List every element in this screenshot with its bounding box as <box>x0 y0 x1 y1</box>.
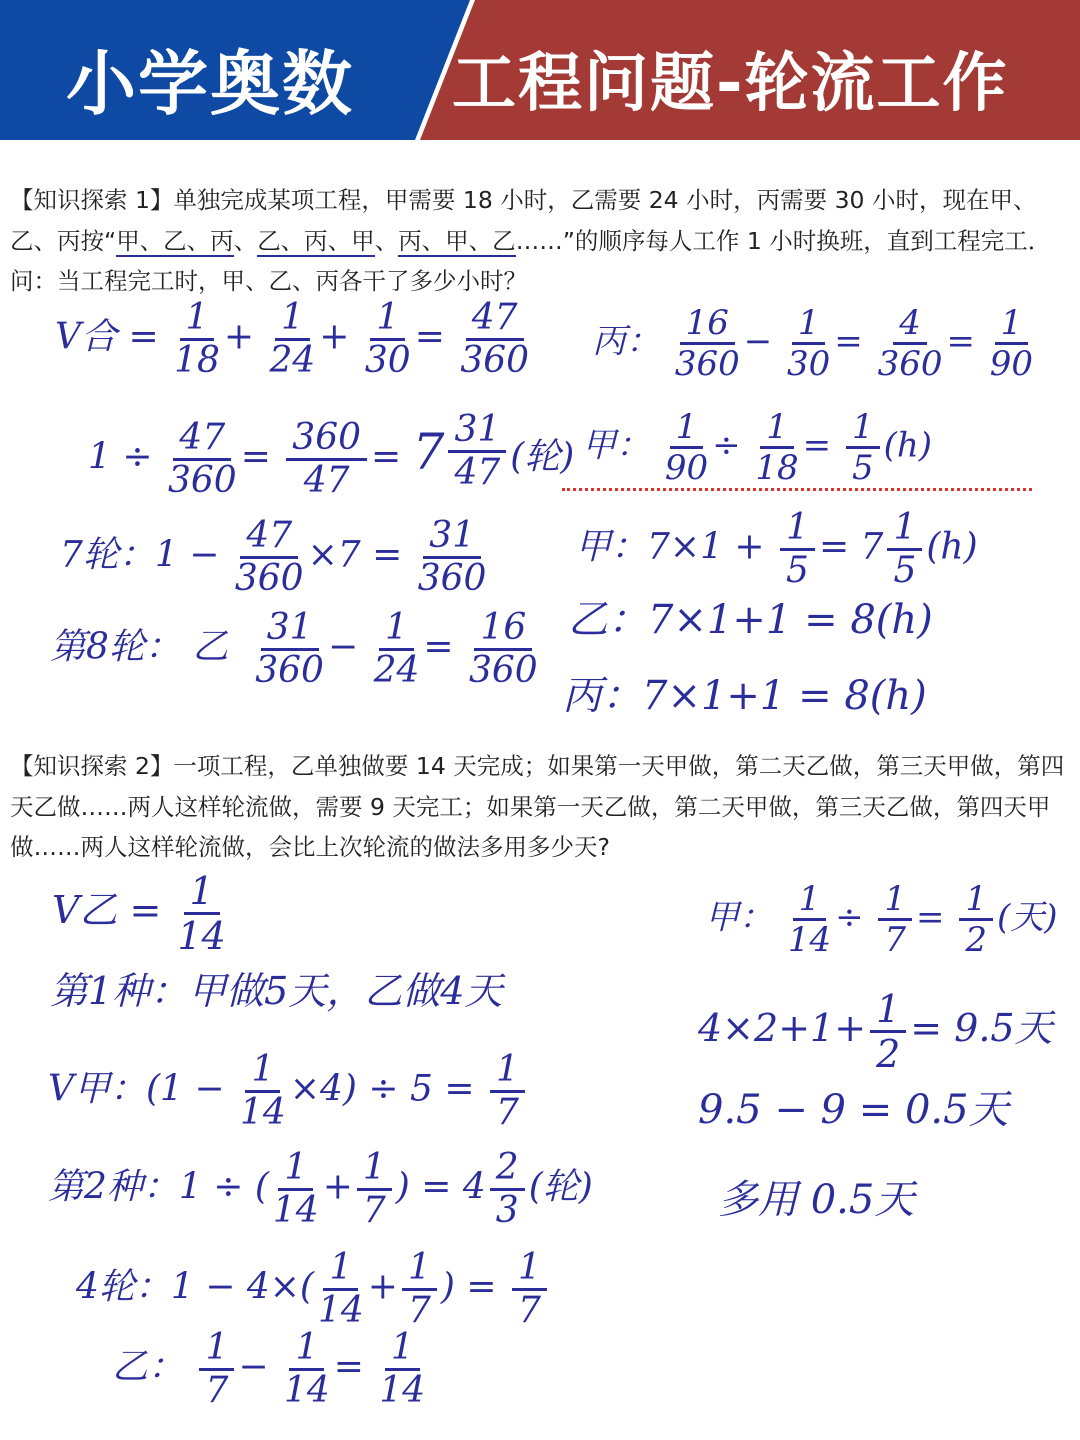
sol1-right-bing-total: 丙：7×1+1 = 8(h) <box>562 673 927 719</box>
sol2-right-total-days: 4×2+1+ $\frac{1}{2}$ = 9.5天 <box>698 987 1053 1076</box>
sol1-right-jia-total: 甲：7×1 + $\frac{1}{5}$ = 7 $\frac{1}{5}$ (h) <box>575 507 978 591</box>
sol1-line-eighth-round: 第8轮： 乙 $\frac{31}{360}$ − $\frac{1}{24}$ = $\frac{16}{360}$ <box>50 607 538 691</box>
banner-left-title: 小学奥数 <box>66 43 354 125</box>
sequence-underline-3: 丙、甲、乙 <box>398 226 516 255</box>
sol2-right-jia-time: 甲： $\frac{1}{14}$ ÷ $\frac{1}{7}$ = $\frac{1}{2}$ (天) <box>705 879 1058 960</box>
sol2-line-four-rounds: 4轮：1 − 4×( $\frac{1}{14}$ + $\frac{1}{7}$ ) = $\frac{1}{7}$ <box>76 1250 551 1329</box>
problem-2-tag: 【知识探索 2】 <box>10 752 174 780</box>
sol1-right-yi-total: 乙：7×1+1 = 8(h) <box>568 597 933 643</box>
sol2-right-difference: 9.5 − 9 = 0.5天 <box>698 1087 1009 1133</box>
sol2-right-answer: 多用 0.5天 <box>718 1177 915 1223</box>
sol2-line-method-1: 第1种：甲做5天，乙做4天 <box>50 969 503 1013</box>
sol1-right-jia-time: 甲： $\frac{1}{90}$ ÷ $\frac{1}{18}$ = $\frac{1}{5}$ (h) <box>582 407 933 488</box>
sol1-line-seven-rounds: 7轮：1 − $\frac{47}{360}$ ×7 = $\frac{31}{360}$ <box>60 515 487 599</box>
dotted-divider <box>562 488 1032 491</box>
problem-1-tag: 【知识探索 1】 <box>10 186 174 214</box>
sol1-right-bing-rate: 丙： $\frac{16}{360}$ − $\frac{1}{30}$ = $\frac{4}{360}$ = $\frac{1}{90}$ <box>592 303 1034 384</box>
sol1-line-rounds: 1 ÷ $\frac{47}{360}$ = $\frac{360}{47}$ = 7 31 47 (轮) <box>88 409 575 501</box>
sol2-line-yi-rate: V乙 = $\frac{1}{14}$ <box>52 869 226 958</box>
sol1-line-combined-rate: V合 = $\frac{1}{18}$ + $\frac{1}{24}$ + $\frac{1}{30}$ = $\frac{47}{360}$ <box>55 297 530 381</box>
sequence-underline-1: 甲、乙、丙 <box>116 226 234 255</box>
problem-2-text: 【知识探索 2】一项工程，乙单独做要 14 天完成；如果第一天甲做，第二天乙做，第三天甲做，第四天乙做……两人这样轮流做，需要 9 天完工；如果第一天乙做，第二天甲做，第三天乙做，第四天甲做……两人这样轮流做，会比上次轮流的做法多用多少天? <box>10 752 1065 861</box>
sol2-line-yi-remaining: 乙： $\frac{1}{7}$ − $\frac{1}{14}$ = $\frac{1}{14}$ <box>112 1327 426 1411</box>
sol2-line-jia-rate: V甲：(1 − $\frac{1}{14}$ ×4) ÷ 5 = $\frac{1}{7}$ <box>48 1052 529 1131</box>
sol2-line-method-2: 第2种：1 ÷ ( $\frac{1}{14}$ + $\frac{1}{7}$ ) = 4 $\frac{2}{3}$ (轮) <box>48 1147 593 1231</box>
banner-right-title: 工程问题-轮流工作 <box>452 47 1009 121</box>
sequence-underline-2: 乙、丙、甲 <box>257 226 375 255</box>
problem-1-text: 【知识探索 1】单独完成某项工程，甲需要 18 小时，乙需要 24 小时，丙需要 30 小时，现在甲、乙、丙按“甲、乙、丙、乙、丙、甲、丙、甲、乙……”的顺序每人工作 1 小时换班，直到工程完工．问：当工程完工时，甲、乙、丙各干了多少小时？ <box>10 186 1052 295</box>
